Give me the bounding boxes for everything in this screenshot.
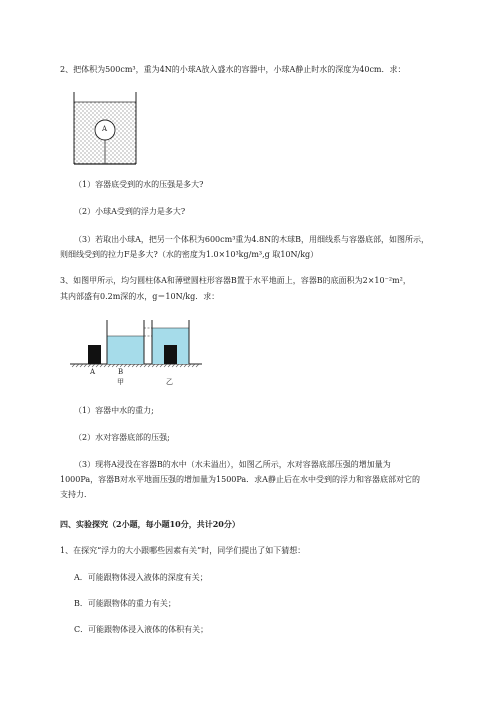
q2-part-1: （1）容器底受到的水的压强是多大? <box>74 180 204 189</box>
s4-q1-stem: 1、在探究“浮力的大小跟哪些因素有关”时，同学们提出了如下猜想： <box>60 546 306 555</box>
section-4-title: 四、实验探究（2小题，每小题10分，共计20分） <box>60 519 240 529</box>
s4-option-b: B．可能跟物体的重力有关； <box>74 599 176 608</box>
q3-stem-1: 3、如图甲所示，均匀圆柱体A和薄壁圆柱形容器B置于水平地面上，容器B的底面积为2×10⁻²m²， <box>60 276 411 285</box>
s4-option-c: C．可能跟物体浸入液体的体积有关； <box>74 625 209 634</box>
q3-part-1: （1）容器中水的重力; <box>74 406 154 415</box>
q3-part-3-cont-2: 支持力． <box>60 490 92 499</box>
fig-label-b: B <box>118 368 124 376</box>
cylinder-a <box>88 345 101 364</box>
q2-part-3-cont: 则细线受到的拉力F是多大?（水的密度为1.0×10³kg/m³,g 取10N/kg） <box>60 250 319 259</box>
ball-a-label: A <box>102 125 108 133</box>
q3-stem-2: 其内部盛有0.2m深的水，g＝10N/kg．求： <box>60 292 220 301</box>
q2-part-3: （3）若取出小球A，把另一个体积为600cm³重为4.8N的木球B，用细线系与容器底部，如图所示， <box>74 235 430 244</box>
submerged-a <box>164 345 177 364</box>
fig-label-yi: 乙 <box>166 378 173 386</box>
q2-stem: 2、把体积为500cm³，重为4N的小球A放入盛水的容器中，小球A静止时水的深度为40cm．求： <box>60 65 406 74</box>
fig-label-a: A <box>90 368 96 376</box>
q3-part-3: （3）现将A浸没在容器B的水中（水未溢出），如图乙所示，水对容器底部压强的增加量为 <box>74 460 391 469</box>
q2-part-2: （2）小球A受到的浮力是多大? <box>74 207 186 216</box>
q3-part-3-cont-1: 1000Pa，容器B对水平地面压强的增加量为1500Pa．求A静止后在水中受到的浮力和容器底部对它的 <box>60 475 420 484</box>
q3-part-2: （2）水对容器底部的压强; <box>74 433 170 442</box>
s4-option-a: A．可能跟物体浸入液体的深度有关； <box>74 573 208 582</box>
fig-label-jia: 甲 <box>117 378 124 386</box>
water-b <box>107 336 144 364</box>
